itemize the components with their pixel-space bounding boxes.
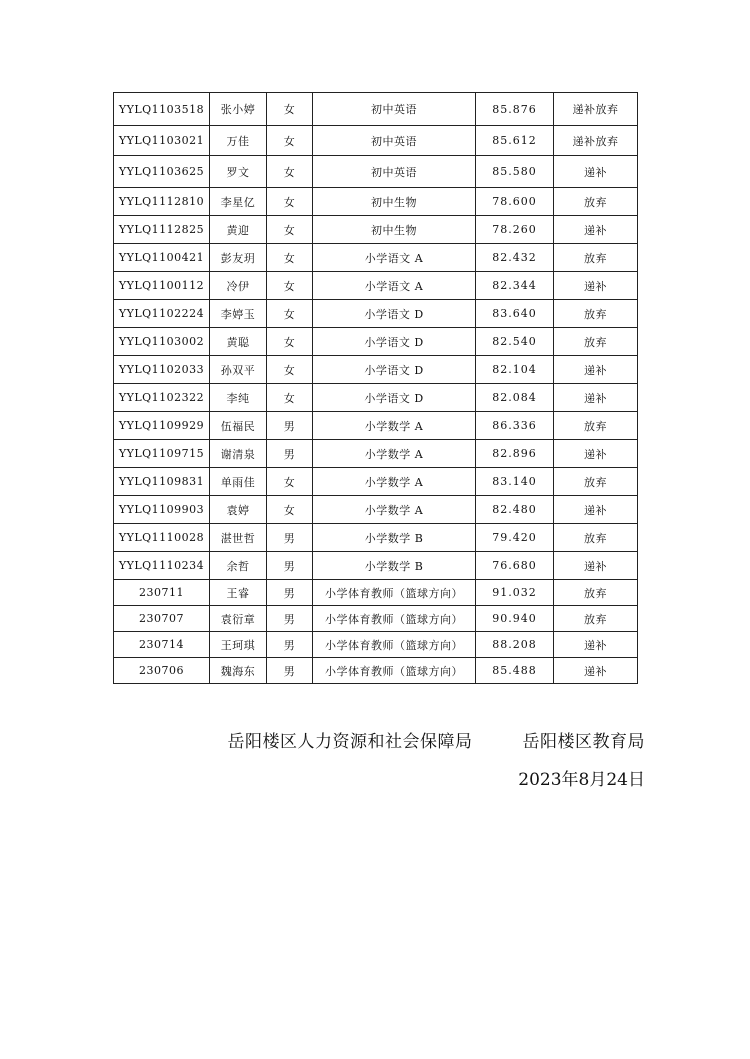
cell-gender: 女 [267,272,313,300]
table-row [114,658,638,684]
cell-name: 王睿 [210,580,267,606]
cell-status: 放弃 [554,188,638,216]
table-row [114,606,638,632]
cell-score: 82.896 [476,440,554,468]
table-row [114,440,638,468]
table-row [114,300,638,328]
cell-subject: 小学数学 A [313,440,476,468]
results-table [113,92,638,684]
cell-gender: 女 [267,300,313,328]
cell-score: 82.084 [476,384,554,412]
cell-score: 82.104 [476,356,554,384]
cell-gender: 男 [267,412,313,440]
cell-subject: 初中英语 [313,93,476,126]
cell-id: 230707 [114,606,210,632]
signature-line [228,727,646,752]
cell-status: 递补放弃 [554,93,638,126]
cell-score: 82.344 [476,272,554,300]
cell-name: 魏海东 [210,658,267,684]
cell-status: 放弃 [554,580,638,606]
table-row [114,272,638,300]
cell-name: 张小婷 [210,93,267,126]
cell-gender: 女 [267,356,313,384]
cell-gender: 男 [267,580,313,606]
cell-status: 放弃 [554,244,638,272]
cell-name: 余哲 [210,552,267,580]
cell-name: 彭友玥 [210,244,267,272]
issue-date: 2023年8月24日 [518,770,645,790]
table-row [114,244,638,272]
cell-name: 湛世哲 [210,524,267,552]
cell-status: 递补 [554,156,638,188]
cell-score: 83.640 [476,300,554,328]
cell-id: YYLQ1109831 [114,468,210,496]
table-row [114,328,638,356]
cell-name: 谢清泉 [210,440,267,468]
cell-subject: 小学语文 D [313,384,476,412]
table-row [114,496,638,524]
cell-id: YYLQ1100112 [114,272,210,300]
cell-status: 放弃 [554,300,638,328]
cell-id: YYLQ1103002 [114,328,210,356]
cell-name: 孙双平 [210,356,267,384]
table-row [114,356,638,384]
cell-status: 递补 [554,658,638,684]
table-row [114,552,638,580]
table-row [114,580,638,606]
cell-subject: 小学语文 D [313,300,476,328]
cell-score: 78.260 [476,216,554,244]
cell-name: 李纯 [210,384,267,412]
cell-gender: 男 [267,440,313,468]
cell-gender: 女 [267,468,313,496]
cell-name: 李婷玉 [210,300,267,328]
table-row [114,384,638,412]
cell-name: 万佳 [210,126,267,156]
cell-score: 83.140 [476,468,554,496]
cell-id: YYLQ1103625 [114,156,210,188]
cell-status: 递补 [554,440,638,468]
cell-score: 85.612 [476,126,554,156]
cell-subject: 小学数学 A [313,496,476,524]
results-body [114,93,638,684]
table-row [114,126,638,156]
cell-name: 袁婷 [210,496,267,524]
cell-status: 递补 [554,384,638,412]
cell-status: 放弃 [554,606,638,632]
cell-status: 递补 [554,356,638,384]
org-edu-name: 岳阳楼区教育局 [522,732,645,752]
cell-score: 88.208 [476,632,554,658]
cell-score: 91.032 [476,580,554,606]
cell-score: 82.540 [476,328,554,356]
cell-name: 黄聪 [210,328,267,356]
cell-gender: 男 [267,658,313,684]
cell-id: YYLQ1102322 [114,384,210,412]
cell-id: 230714 [114,632,210,658]
cell-subject: 小学数学 A [313,412,476,440]
cell-id: YYLQ1110234 [114,552,210,580]
cell-id: YYLQ1112810 [114,188,210,216]
cell-name: 李星亿 [210,188,267,216]
cell-name: 冷伊 [210,272,267,300]
cell-id: YYLQ1102224 [114,300,210,328]
cell-status: 递补 [554,496,638,524]
cell-score: 85.876 [476,93,554,126]
cell-gender: 女 [267,126,313,156]
cell-name: 罗文 [210,156,267,188]
cell-id: 230711 [114,580,210,606]
cell-subject: 初中英语 [313,126,476,156]
cell-status: 放弃 [554,468,638,496]
cell-name: 黄迎 [210,216,267,244]
cell-status: 递补 [554,216,638,244]
cell-subject: 小学语文 D [313,356,476,384]
cell-gender: 女 [267,216,313,244]
cell-status: 放弃 [554,524,638,552]
cell-subject: 小学数学 B [313,552,476,580]
cell-subject: 小学数学 B [313,524,476,552]
cell-gender: 女 [267,244,313,272]
cell-gender: 男 [267,632,313,658]
cell-id: YYLQ1109929 [114,412,210,440]
cell-id: YYLQ1103518 [114,93,210,126]
cell-gender: 女 [267,93,313,126]
cell-id: 230706 [114,658,210,684]
cell-score: 76.680 [476,552,554,580]
cell-subject: 小学体育教师（篮球方向） [313,580,476,606]
cell-score: 78.600 [476,188,554,216]
table-row [114,468,638,496]
cell-score: 86.336 [476,412,554,440]
cell-subject: 小学语文 A [313,272,476,300]
cell-subject: 初中英语 [313,156,476,188]
cell-name: 袁衍章 [210,606,267,632]
cell-status: 放弃 [554,328,638,356]
cell-subject: 初中生物 [313,216,476,244]
cell-score: 85.580 [476,156,554,188]
cell-status: 递补 [554,272,638,300]
table-row [114,156,638,188]
cell-score: 82.432 [476,244,554,272]
cell-subject: 小学体育教师（篮球方向） [313,632,476,658]
cell-gender: 男 [267,524,313,552]
cell-subject: 小学语文 A [313,244,476,272]
cell-score: 82.480 [476,496,554,524]
cell-gender: 女 [267,384,313,412]
cell-score: 85.488 [476,658,554,684]
cell-gender: 男 [267,552,313,580]
cell-subject: 小学体育教师（篮球方向） [313,658,476,684]
cell-gender: 男 [267,606,313,632]
table-row [114,216,638,244]
table-row [114,412,638,440]
cell-gender: 女 [267,188,313,216]
cell-name: 王珂琪 [210,632,267,658]
cell-score: 79.420 [476,524,554,552]
cell-score: 90.940 [476,606,554,632]
table-row [114,632,638,658]
cell-subject: 小学数学 A [313,468,476,496]
cell-status: 递补 [554,632,638,658]
table-row [114,188,638,216]
cell-status: 放弃 [554,412,638,440]
cell-id: YYLQ1110028 [114,524,210,552]
table-row [114,93,638,126]
cell-name: 伍福民 [210,412,267,440]
cell-id: YYLQ1103021 [114,126,210,156]
cell-status: 递补 [554,552,638,580]
cell-id: YYLQ1109903 [114,496,210,524]
cell-id: YYLQ1100421 [114,244,210,272]
cell-status: 递补放弃 [554,126,638,156]
org-hr-name: 岳阳楼区人力资源和社会保障局 [227,732,473,752]
cell-gender: 女 [267,156,313,188]
cell-gender: 女 [267,496,313,524]
cell-subject: 初中生物 [313,188,476,216]
cell-subject: 小学体育教师（篮球方向） [313,606,476,632]
cell-subject: 小学语文 D [313,328,476,356]
cell-name: 单雨佳 [210,468,267,496]
table-row [114,524,638,552]
cell-id: YYLQ1102033 [114,356,210,384]
cell-id: YYLQ1112825 [114,216,210,244]
cell-gender: 女 [267,328,313,356]
cell-id: YYLQ1109715 [114,440,210,468]
